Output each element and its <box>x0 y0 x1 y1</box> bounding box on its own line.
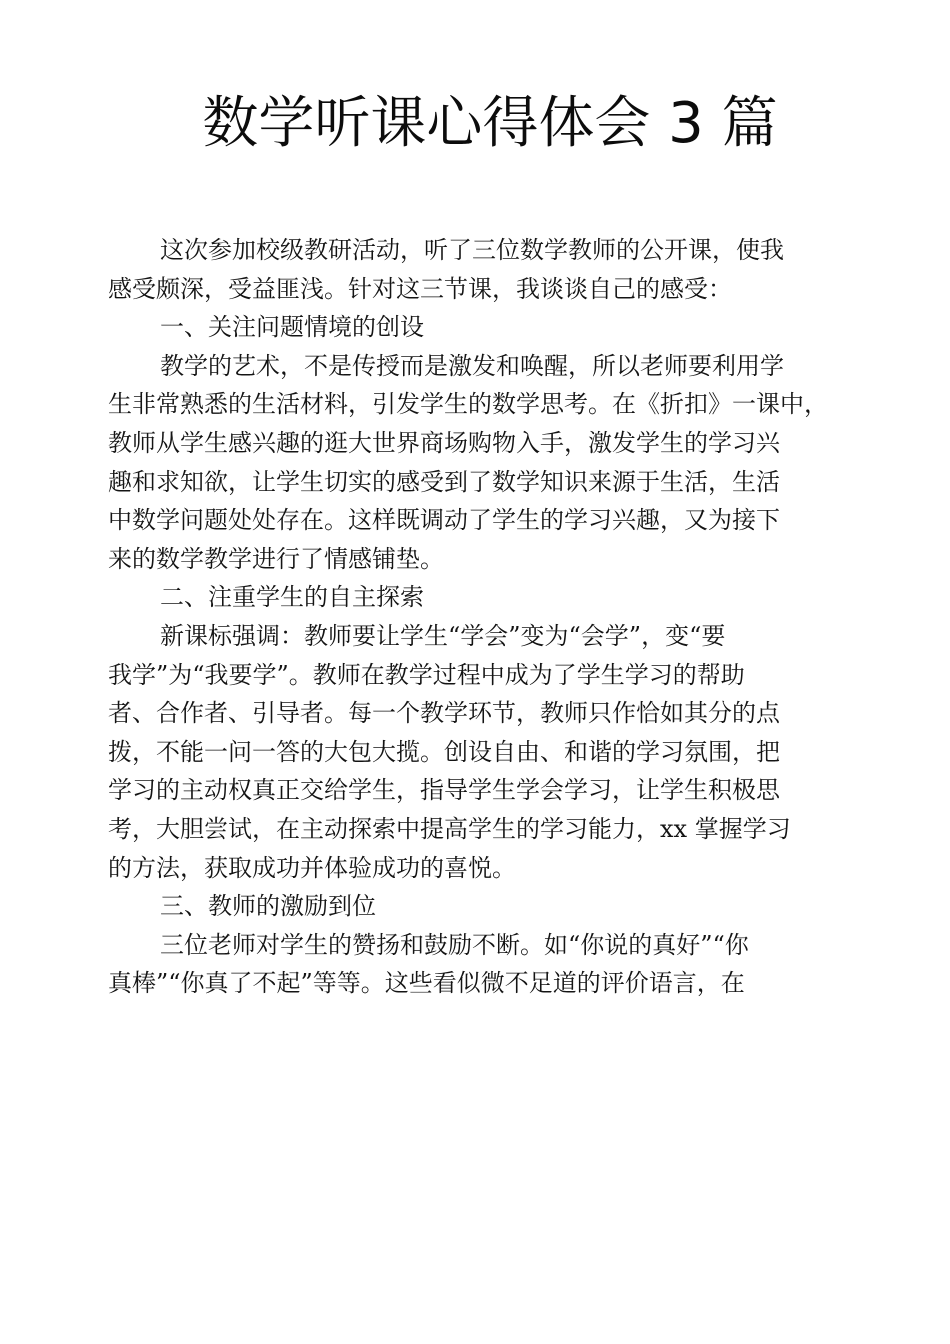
text-line: 教学的艺术，不是传授而是激发和唤醒，所以老师要利用学 <box>160 351 784 380</box>
text-line: 生非常熟悉的生活材料，引发学生的数学思考。在《折扣》一课中， <box>108 390 828 419</box>
text-line: 教师从学生感兴趣的逛大世界商场购物入手，激发学生的学习兴 <box>108 428 780 457</box>
text-line: 的方法，获取成功并体验成功的喜悦。 <box>108 853 516 882</box>
text-line: 趣和求知欲，让学生切实的感受到了数学知识来源于生活，生活 <box>108 467 780 496</box>
document-body <box>108 231 858 1003</box>
text-line: 学习的主动权真正交给学生，指导学生学会学习，让学生积极思 <box>108 776 780 805</box>
text-line: 中数学问题处处存在。这样既调动了学生的学习兴趣，又为接下 <box>108 506 780 535</box>
text-line: 真棒”“你真了不起”等等。这些看似微不足道的评价语言，在 <box>108 969 745 998</box>
text-line: 来的数学教学进行了情感铺垫。 <box>108 544 444 573</box>
text-line: 三位老师对学生的赞扬和鼓励不断。如“你说的真好”“你 <box>160 930 749 959</box>
text-line: 拨，不能一问一答的大包大揽。创设自由、和谐的学习氛围，把 <box>108 737 780 766</box>
text-line: 这次参加校级教研活动，听了三位数学教师的公开课，使我 <box>160 236 784 264</box>
text-line: 我学”为“我要学”。教师在教学过程中成为了学生学习的帮助 <box>108 660 745 689</box>
text-line: 三、教师的激励到位 <box>160 892 376 921</box>
text-line: 新课标强调：教师要让学生“学会”变为“会学”，变“要 <box>160 621 726 650</box>
text-line: 感受颇深，受益匪浅。针对这三节课，我谈谈自己的感受： <box>108 274 732 303</box>
text-line: 考，大胆尝试，在主动探索中提高学生的学习能力，xx 掌握学习 <box>108 814 791 843</box>
text-line: 者、合作者、引导者。每一个教学环节，教师只作恰如其分的点 <box>108 699 780 728</box>
text-line: 二、注重学生的自主探索 <box>160 583 424 612</box>
document-title: 数学听课心得体会 3 篇 <box>202 91 778 156</box>
text-line: 一、关注问题情境的创设 <box>160 313 424 342</box>
